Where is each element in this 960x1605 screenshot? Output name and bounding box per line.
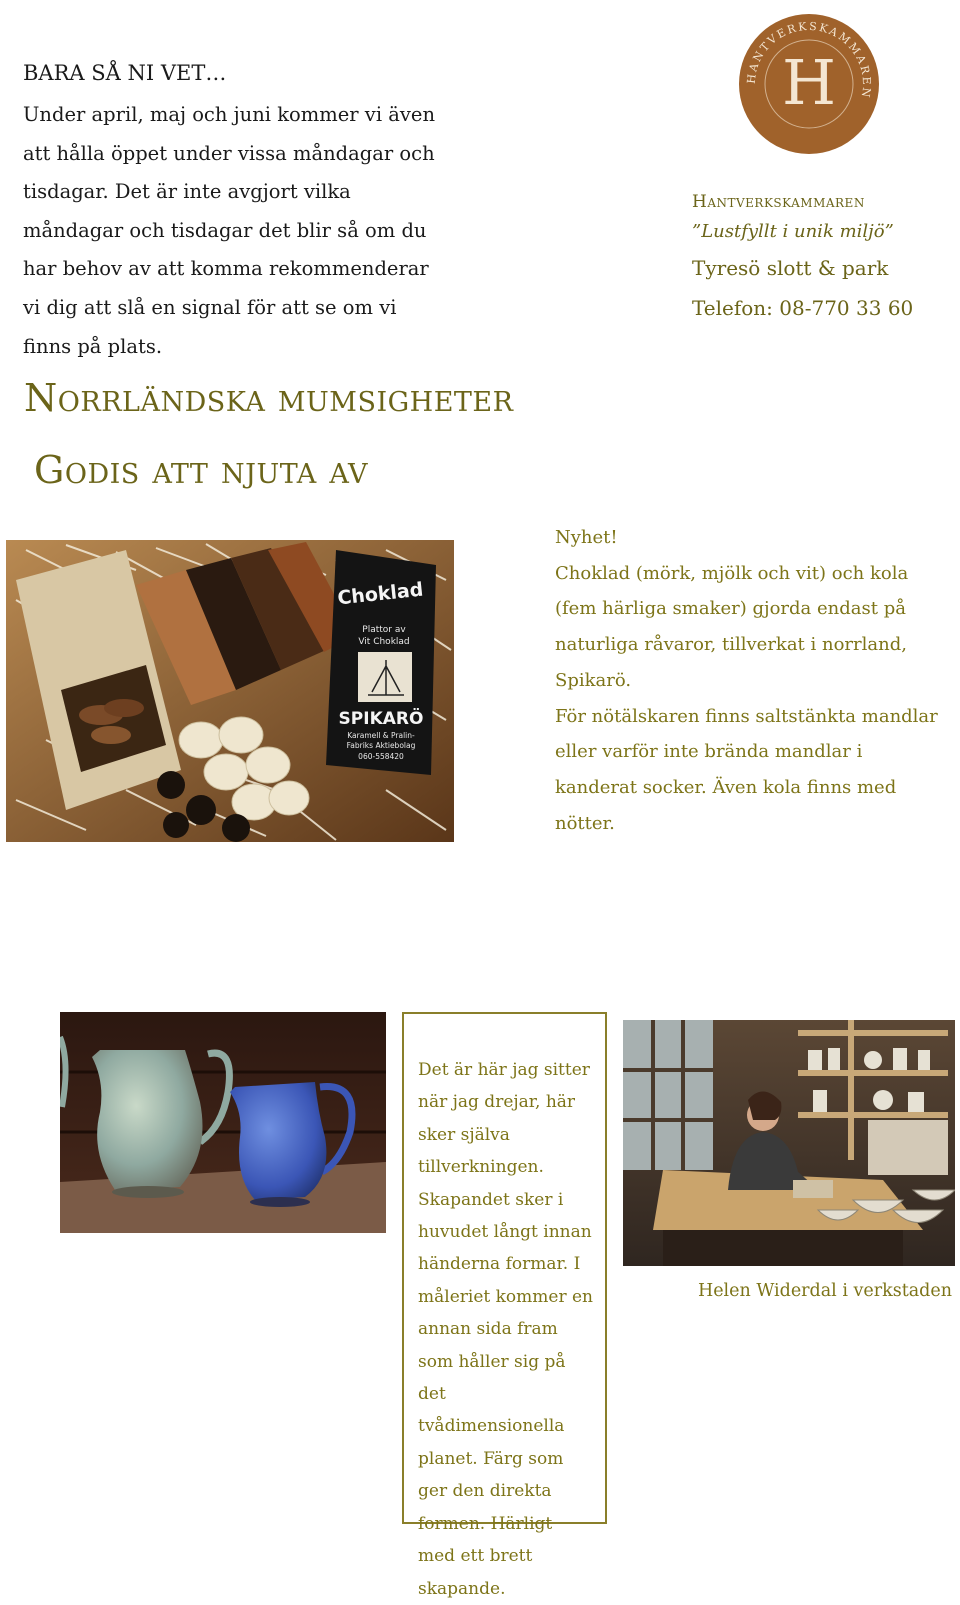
- ceramic-jugs-illustration: [60, 1012, 386, 1233]
- bag-line-1: Karamell & Pralin-: [347, 731, 415, 740]
- workshop-text-box: [402, 1012, 607, 1599]
- contact-info: [692, 188, 913, 328]
- section-subheading-sweets: Godis att njuta av: [34, 448, 368, 492]
- news-label: Nyhet!: [555, 527, 618, 548]
- workshop-photo-caption: Helen Widerdal i verkstaden: [697, 1281, 952, 1301]
- intro-notice: [23, 58, 443, 366]
- workshop-photo: [623, 1020, 955, 1266]
- logo-letter: H: [781, 46, 837, 119]
- choklad-bag: [326, 550, 436, 775]
- chocolate-photo-illustration: [6, 540, 454, 842]
- company-location: Tyresö slott & park: [692, 256, 889, 280]
- ceramic-jugs-photo: [60, 1012, 386, 1233]
- section-heading-sweets: Norrländska mumsigheter: [24, 376, 514, 420]
- intro-heading: BARA SÅ NI VET…: [23, 61, 227, 85]
- bag-subtitle-2: Vit Choklad: [358, 637, 410, 647]
- bag-line-2: Fabriks Aktiebolag: [346, 741, 416, 750]
- company-name: Hantverkskammaren: [692, 192, 865, 212]
- news-text: [555, 520, 950, 841]
- news-paragraph-1: Choklad (mörk, mjölk och vit) och kola (fem härliga smaker) gjorda endast på naturliga råvaror, tillverkat i norrland, Spikarö.: [555, 562, 909, 691]
- company-tagline: ”Lustfyllt i unik miljö”: [692, 221, 894, 242]
- hantverkskammaren-logo: [737, 12, 881, 156]
- workshop-text: Det är här jag sitter när jag drejar, här sker själva tillverkningen. Skapandet sker i huvudet långt innan händerna formar. I måleriet kommer en annan sida fram som håller sig på det tvådimensionella planet. Färg som ger den direkta formen. Härligt med ett brett skapande.: [418, 1060, 593, 1599]
- intro-text: Under april, maj och juni kommer vi även att hålla öppet under vissa måndagar och tisdagar. Det är inte avgjort vilka måndagar och tisdagar det blir så om du har behov av att komma rekommenderar vi dig att slå en signal för att se om vi finns på plats.: [23, 103, 436, 358]
- chocolate-products-photo: [6, 540, 454, 842]
- workshop-photo-illustration: [623, 1020, 955, 1266]
- bag-brand: SPIKARÖ: [338, 709, 424, 729]
- bag-phone: 060-558420: [358, 752, 404, 761]
- bag-subtitle-1: Plattor av: [362, 625, 406, 635]
- bag-title: Choklad: [336, 578, 425, 610]
- company-phone: Telefon: 08-770 33 60: [692, 296, 914, 320]
- logo-emblem: [737, 12, 881, 156]
- logo-ring-text: HANTVERKSKAMMAREN: [744, 19, 874, 101]
- news-paragraph-2: För nötälskaren finns saltstänkta mandlar eller varför inte brända mandlar i kanderat socker. Även kola finns med nötter.: [555, 705, 938, 834]
